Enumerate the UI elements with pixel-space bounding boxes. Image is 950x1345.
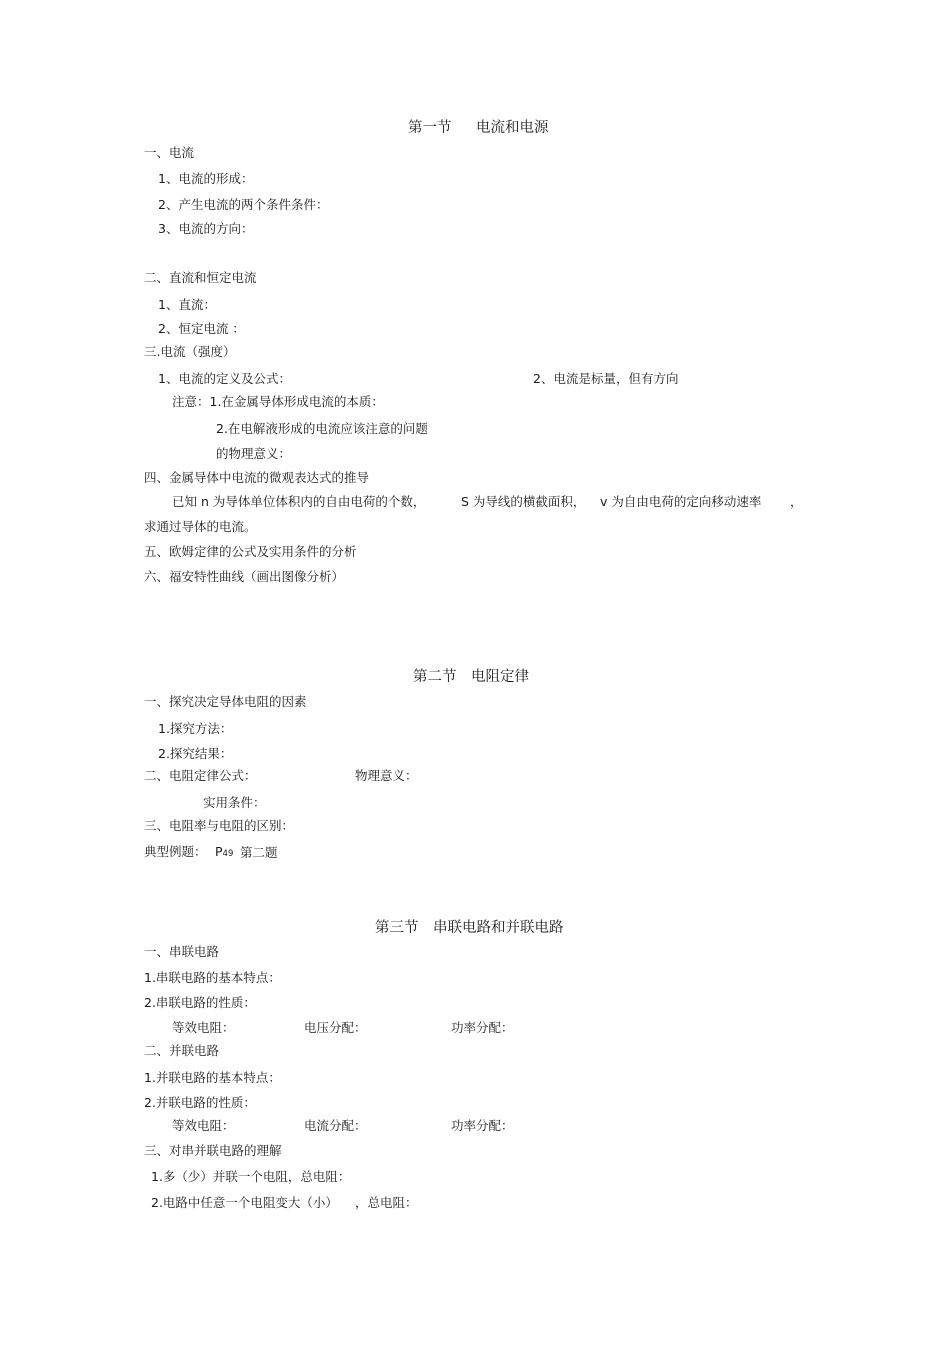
section3-parallel-current: 电流分配： <box>304 1118 367 1133</box>
page-number: 49 <box>222 849 234 859</box>
section2-heading-factors: 一、探究决定导体电阻的因素 <box>144 694 307 709</box>
section3-item-series-properties: 2.串联电路的性质： <box>144 995 256 1010</box>
section1-item-scalar: 2、电流是标量，但有方向 <box>533 371 679 386</box>
section3-item-parallel-properties: 2.并联电路的性质： <box>144 1095 256 1110</box>
section1-item-dc: 1、直流： <box>158 297 216 312</box>
section1-heading-micro: 四、金属导体中电流的微观表达式的推导 <box>144 470 370 485</box>
section1-note-electrolyte: 2.在电解液形成的电流应该注意的问题 <box>216 421 428 436</box>
section3-series-equivalent: 等效电阻： <box>172 1020 235 1035</box>
section2-item-method: 1.探究方法： <box>158 721 233 736</box>
section3-series-power: 功率分配： <box>451 1020 514 1035</box>
section2-heading-formula: 二、电阻定律公式： <box>144 768 257 783</box>
section1-micro-n: 已知 n 为导体单位体积内的自由电荷的个数， <box>172 494 426 509</box>
section3-item-total-resistance: ，总电阻： <box>355 1195 418 1210</box>
section1-title-number: 第一节 <box>408 120 452 136</box>
section1-heading-dc: 二、直流和恒定电流 <box>144 270 257 285</box>
section2-example-ref <box>215 844 233 862</box>
section1-item-definition: 1、电流的定义及公式： <box>158 371 291 386</box>
section1-item-direction: 3、电流的方向： <box>158 221 254 236</box>
section1-item-formation: 1、电流的形成： <box>158 171 254 186</box>
section1-heading-current: 一、电流 <box>144 145 195 160</box>
section1-micro-question: 求通过导体的电流。 <box>144 519 257 534</box>
section3-item-series-features: 1.串联电路的基本特点： <box>144 970 281 985</box>
section1-heading-curve: 六、福安特性曲线（画出图像分析） <box>144 569 345 584</box>
section3-title-number: 第三节 <box>375 920 419 936</box>
section3-item-more-parallel: 1.多（少）并联一个电阻，总电阻： <box>151 1169 351 1184</box>
section1-note-meaning: 的物理意义： <box>216 446 292 461</box>
section3-heading-parallel: 二、并联电路 <box>144 1043 220 1058</box>
section3-item-resistor-change: 2.电路中任意一个电阻变大（小） <box>151 1195 338 1210</box>
section3-series-voltage: 电压分配： <box>304 1020 367 1035</box>
section2-heading-resistivity: 三、电阻率与电阻的区别： <box>144 818 295 833</box>
section1-item-constant: 2、恒定电流 ： <box>158 321 245 336</box>
page-prefix: P <box>215 844 223 859</box>
section2-title-number: 第二节 <box>413 669 457 685</box>
section1-item-conditions: 2、产生电流的两个条件条件： <box>158 197 329 212</box>
section3-parallel-equivalent: 等效电阻： <box>172 1118 235 1133</box>
section3-heading-series: 一、串联电路 <box>144 944 220 959</box>
section1-micro-s: S 为导线的横截面积， <box>461 494 586 509</box>
section3-heading-understanding: 三、对串并联电路的理解 <box>144 1143 282 1158</box>
section2-example-label: 典型例题： <box>144 844 207 859</box>
section3-item-parallel-features: 1.并联电路的基本特点： <box>144 1070 281 1085</box>
section1-note-metal: 注意：1.在金属导体形成电流的本质： <box>172 394 384 409</box>
section2-example-question: 第二题 <box>240 845 278 860</box>
section2-item-conditions: 实用条件： <box>203 795 266 810</box>
section1-heading-intensity: 三.电流（强度） <box>144 344 236 359</box>
section1-micro-v: v 为自由电荷的定向移动速率 <box>600 494 762 509</box>
section1-heading-ohm: 五、欧姆定律的公式及实用条件的分析 <box>144 544 357 559</box>
section3-title: 串联电路和并联电路 <box>433 920 564 936</box>
section1-micro-comma: ， <box>790 494 803 509</box>
section2-formula-meaning: 物理意义： <box>355 768 418 783</box>
section1-title: 电流和电源 <box>476 120 549 136</box>
section3-parallel-power: 功率分配： <box>451 1118 514 1133</box>
section2-title: 电阻定律 <box>471 669 529 685</box>
section2-item-result: 2.探究结果： <box>158 746 233 761</box>
